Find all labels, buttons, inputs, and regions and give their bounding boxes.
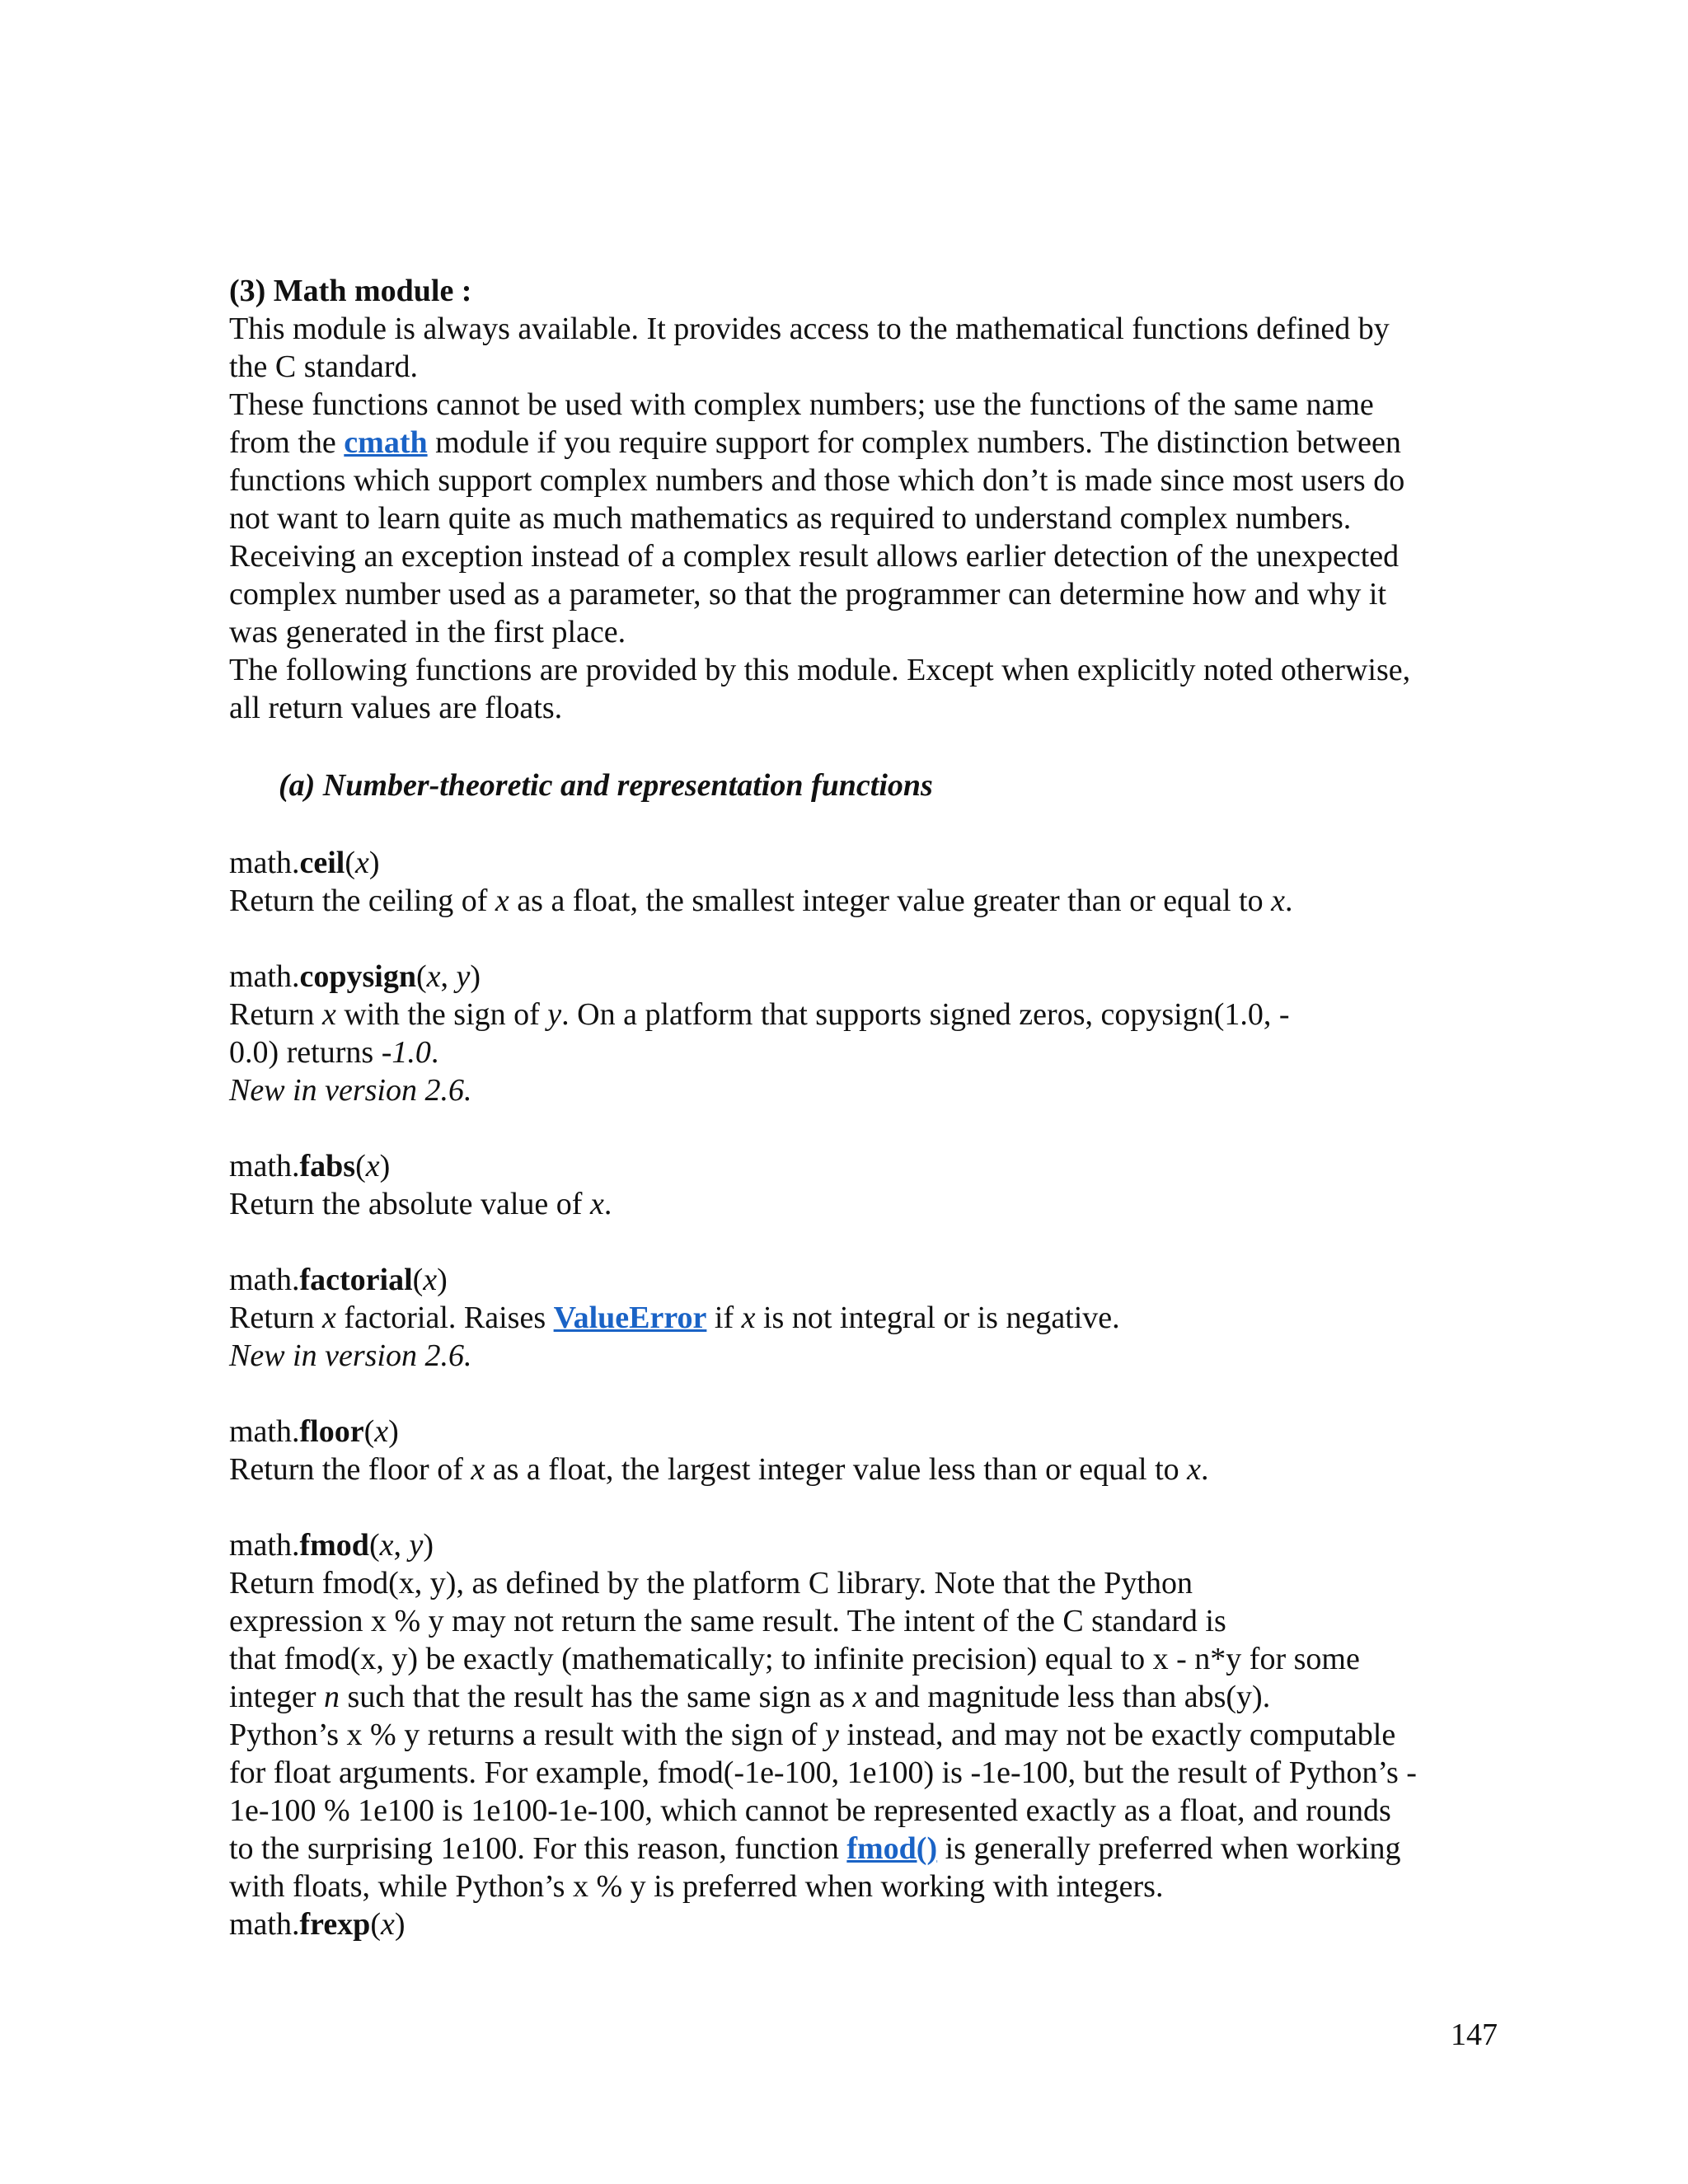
module-prefix: math. <box>229 1528 300 1563</box>
text-line: Return fmod(x, y), as defined by the platform C library. Note that the Python <box>229 1566 1193 1601</box>
function-name: floor <box>299 1414 364 1449</box>
text-line <box>229 1678 1498 1716</box>
text-line: for float arguments. For example, fmod(-1e-100, 1e100) is -1e-100, but the result of Python’s - <box>229 1755 1417 1790</box>
separator: , <box>440 959 457 994</box>
subsection-heading: (a) Number-theoretic and representation functions <box>279 768 933 803</box>
argument: x <box>380 1907 395 1942</box>
paren: ( <box>370 1907 381 1942</box>
text-span: Return <box>229 997 322 1032</box>
text-line: not want to learn quite as much mathematics as required to understand complex numbers. <box>229 501 1352 536</box>
module-prefix: math. <box>229 1414 300 1449</box>
argument: x <box>423 1263 438 1297</box>
function-description <box>229 1033 1498 1071</box>
argument: x <box>321 997 336 1032</box>
text-line: that fmod(x, y) be exactly (mathematically; to infinite precision) equal to x - n*y for some <box>229 1642 1360 1676</box>
argument: x <box>1271 883 1285 918</box>
cmath-link[interactable]: cmath <box>344 425 428 460</box>
function-signature <box>229 1261 1498 1299</box>
function-name: ceil <box>299 846 345 880</box>
text-line <box>229 1830 1498 1868</box>
function-name: fabs <box>299 1149 356 1183</box>
text-span: is not integral or is negative. <box>755 1301 1120 1335</box>
paren: ( <box>368 1528 380 1563</box>
module-prefix: math. <box>229 846 300 880</box>
text-span: is generally preferred when working <box>937 1831 1401 1866</box>
function-signature <box>229 844 1498 882</box>
function-name: copysign <box>299 959 416 994</box>
argument: x <box>495 883 509 918</box>
version-note: New in version 2.6. <box>229 1338 472 1373</box>
fmod-link[interactable]: fmod() <box>846 1831 938 1866</box>
function-entry-fabs <box>229 1147 1498 1223</box>
text-span: 0.0) returns <box>229 1035 382 1070</box>
separator: , <box>393 1528 410 1563</box>
argument: x <box>355 846 369 880</box>
paren: ) <box>437 1263 448 1297</box>
text-line <box>229 424 1498 462</box>
paren: ) <box>388 1414 399 1449</box>
text-span: . <box>603 1187 612 1221</box>
function-description <box>229 1299 1498 1337</box>
function-description <box>229 882 1498 920</box>
argument: n <box>324 1680 340 1714</box>
text-span: . <box>430 1035 439 1070</box>
text-span: . <box>1201 1452 1209 1487</box>
function-name: fmod <box>299 1528 369 1563</box>
paren: ( <box>355 1149 366 1183</box>
text-span: Return <box>229 1301 322 1335</box>
valueerror-link[interactable]: ValueError <box>553 1301 707 1335</box>
text-span: instead, and may not be exactly computable <box>838 1718 1396 1752</box>
argument: x <box>852 1680 867 1714</box>
text-span: integer <box>229 1680 325 1714</box>
text-span: such that the result has the same sign as <box>340 1680 853 1714</box>
argument: y <box>456 959 471 994</box>
argument: x <box>374 1414 389 1449</box>
text-span: from the <box>229 425 345 460</box>
document-page <box>229 272 1498 1943</box>
argument: x <box>1187 1452 1202 1487</box>
module-prefix: math. <box>229 959 300 994</box>
paren: ) <box>470 959 481 994</box>
text-span: if <box>706 1301 742 1335</box>
function-signature <box>229 958 1498 996</box>
page-number: 147 <box>1451 2018 1498 2052</box>
paren: ( <box>363 1414 375 1449</box>
italic-value: -1.0 <box>381 1035 431 1070</box>
paren: ( <box>412 1263 424 1297</box>
text-line: The following functions are provided by this module. Except when explicitly noted otherwise, <box>229 653 1411 687</box>
text-line: complex number used as a parameter, so that the programmer can determine how and why it <box>229 577 1386 612</box>
version-note: New in version 2.6. <box>229 1073 472 1108</box>
function-description <box>229 1451 1498 1488</box>
text-span: as a float, the smallest integer value greater than or equal to <box>509 883 1272 918</box>
module-prefix: math. <box>229 1263 300 1297</box>
text-span: Return the floor of <box>229 1452 471 1487</box>
module-prefix: math. <box>229 1907 300 1942</box>
function-entry-fmod <box>229 1526 1498 1905</box>
function-description <box>229 996 1498 1033</box>
argument: y <box>409 1528 424 1563</box>
text-span: with the sign of <box>335 997 548 1032</box>
intro-paragraph <box>229 310 1498 727</box>
text-line <box>229 1716 1498 1754</box>
function-entry-ceil <box>229 844 1498 920</box>
text-line: with floats, while Python’s x % y is preferred when working with integers. <box>229 1869 1164 1904</box>
text-line: functions which support complex numbers and those which don’t is made since most users do <box>229 463 1405 498</box>
function-entry-copysign <box>229 958 1498 1109</box>
paren: ) <box>368 846 380 880</box>
argument: x <box>589 1187 604 1221</box>
text-span: factorial. Raises <box>335 1301 554 1335</box>
paren: ) <box>379 1149 391 1183</box>
function-name: factorial <box>299 1263 413 1297</box>
function-name: frexp <box>299 1907 371 1942</box>
text-span: to the surprising 1e100. For this reason, function <box>229 1831 847 1866</box>
text-span: . On a platform that supports signed zeros, copysign(1.0, - <box>561 997 1290 1032</box>
paren: ) <box>423 1528 434 1563</box>
text-span: module if you require support for complex numbers. The distinction between <box>427 425 1401 460</box>
text-span: and magnitude less than abs(y). <box>866 1680 1271 1714</box>
function-signature <box>229 1147 1498 1185</box>
argument: x <box>471 1452 485 1487</box>
paren: ) <box>394 1907 406 1942</box>
function-signature <box>229 1905 1498 1943</box>
function-description <box>229 1185 1498 1223</box>
text-span: Return the ceiling of <box>229 883 495 918</box>
function-entry-floor <box>229 1413 1498 1488</box>
argument: x <box>379 1528 394 1563</box>
text-line: the C standard. <box>229 349 419 384</box>
argument: x <box>365 1149 380 1183</box>
argument: x <box>426 959 441 994</box>
argument: y <box>824 1718 839 1752</box>
text-line: Receiving an exception instead of a complex result allows earlier detection of the unexpected <box>229 539 1400 574</box>
text-span: Return the absolute value of <box>229 1187 590 1221</box>
function-entry-factorial <box>229 1261 1498 1375</box>
text-span: Python’s x % y returns a result with the sign of <box>229 1718 825 1752</box>
argument: x <box>741 1301 756 1335</box>
text-line: These functions cannot be used with complex numbers; use the functions of the same name <box>229 387 1374 422</box>
text-line: all return values are floats. <box>229 691 563 725</box>
paren: ( <box>345 846 355 880</box>
function-entry-frexp <box>229 1905 1498 1943</box>
text-line: 1e-100 % 1e100 is 1e100-1e-100, which cannot be represented exactly as a float, and rounds <box>229 1793 1391 1828</box>
argument: y <box>547 997 562 1032</box>
section-heading: (3) Math module : <box>229 274 472 308</box>
function-signature <box>229 1526 1498 1564</box>
function-signature <box>229 1413 1498 1451</box>
text-line: was generated in the first place. <box>229 615 626 649</box>
text-line: This module is always available. It provides access to the mathematical functions defined by <box>229 312 1390 346</box>
paren: ( <box>415 959 427 994</box>
argument: x <box>321 1301 336 1335</box>
text-span: . <box>1284 883 1293 918</box>
text-span: as a float, the largest integer value less than or equal to <box>485 1452 1188 1487</box>
text-line: expression x % y may not return the same result. The intent of the C standard is <box>229 1604 1226 1638</box>
module-prefix: math. <box>229 1149 300 1183</box>
